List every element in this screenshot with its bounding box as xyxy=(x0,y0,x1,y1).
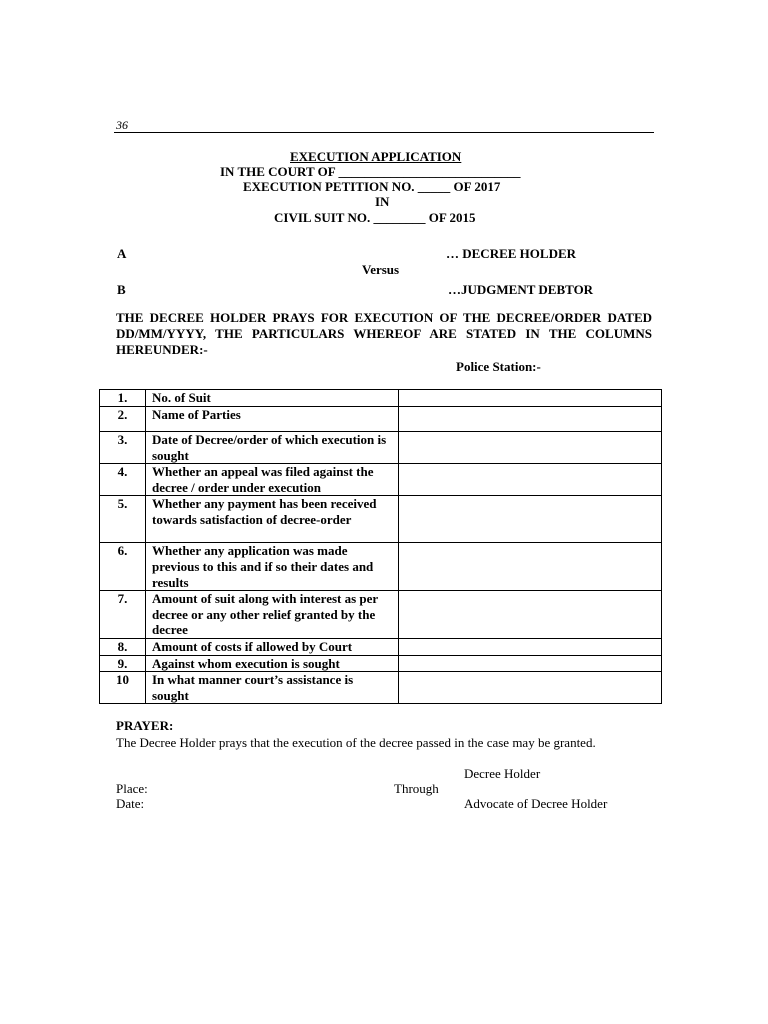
row-value[interactable] xyxy=(399,407,662,432)
decree-holder-signature: Decree Holder xyxy=(464,766,541,781)
decree-holder-label: … DECREE HOLDER xyxy=(446,246,577,261)
row-number: 4. xyxy=(100,464,146,496)
row-number: 9. xyxy=(100,655,146,672)
row-value[interactable] xyxy=(399,638,662,655)
row-number: 6. xyxy=(100,543,146,591)
petition-line: EXECUTION PETITION NO. _____ OF 2017 xyxy=(243,179,501,194)
table-row xyxy=(100,672,662,704)
table-row xyxy=(100,543,662,591)
table-row xyxy=(100,638,662,655)
row-number: 3. xyxy=(100,432,146,464)
page-number: 36 xyxy=(116,118,128,132)
row-label: In what manner court’s assistance is sought xyxy=(146,672,399,704)
row-number: 8. xyxy=(100,638,146,655)
row-number: 10 xyxy=(100,672,146,704)
party-a: A xyxy=(117,246,127,261)
row-value[interactable] xyxy=(399,432,662,464)
row-label: Name of Parties xyxy=(146,407,399,432)
row-label: Whether any payment has been received towards satisfaction of decree-order xyxy=(146,496,399,543)
row-number: 2. xyxy=(100,407,146,432)
row-value[interactable] xyxy=(399,496,662,543)
row-label: Amount of suit along with interest as per decree or any other relief granted by the decree xyxy=(146,591,399,639)
place-label: Place: xyxy=(116,781,148,796)
row-label: Amount of costs if allowed by Court xyxy=(146,638,399,655)
civil-suit-line: CIVIL SUIT NO. ________ OF 2015 xyxy=(274,210,476,225)
row-number: 7. xyxy=(100,591,146,639)
table-row xyxy=(100,496,662,543)
prayer-heading: PRAYER: xyxy=(116,718,174,733)
date-label: Date: xyxy=(116,796,145,811)
police-station-label: Police Station:- xyxy=(456,359,541,374)
judgment-debtor-label: …JUDGMENT DEBTOR xyxy=(448,282,594,297)
in-line: IN xyxy=(375,194,390,209)
document-title: EXECUTION APPLICATION xyxy=(290,149,462,164)
row-label: Whether an appeal was filed against the decree / order under execution xyxy=(146,464,399,496)
court-line: IN THE COURT OF ____________________________ xyxy=(220,164,521,179)
row-value[interactable] xyxy=(399,591,662,639)
table-row xyxy=(100,655,662,672)
table-row xyxy=(100,407,662,432)
row-value[interactable] xyxy=(399,464,662,496)
row-value[interactable] xyxy=(399,390,662,407)
table-row xyxy=(100,390,662,407)
table-row xyxy=(100,464,662,496)
particulars-table xyxy=(99,389,662,704)
row-label: Against whom execution is sought xyxy=(146,655,399,672)
intro-paragraph: THE DECREE HOLDER PRAYS FOR EXECUTION OF THE DECREE/ORDER DATED DD/MM/YYYY, THE PARTICULARS WHEREOF ARE STATED IN THE COLUMNS HEREUNDER:- xyxy=(116,310,652,357)
row-value[interactable] xyxy=(399,655,662,672)
through-label: Through xyxy=(394,781,439,796)
row-label: Whether any application was made previous to this and if so their dates and results xyxy=(146,543,399,591)
versus-label: Versus xyxy=(362,262,400,277)
header-rule xyxy=(114,132,654,133)
row-label: No. of Suit xyxy=(146,390,399,407)
row-value[interactable] xyxy=(399,543,662,591)
row-value[interactable] xyxy=(399,672,662,704)
row-number: 1. xyxy=(100,390,146,407)
party-b: B xyxy=(117,282,126,297)
row-number: 5. xyxy=(100,496,146,543)
table-row xyxy=(100,432,662,464)
prayer-text: The Decree Holder prays that the execution of the decree passed in the case may be granted. xyxy=(116,735,596,750)
row-label: Date of Decree/order of which execution is sought xyxy=(146,432,399,464)
table-row xyxy=(100,591,662,639)
advocate-signature: Advocate of Decree Holder xyxy=(464,796,608,811)
